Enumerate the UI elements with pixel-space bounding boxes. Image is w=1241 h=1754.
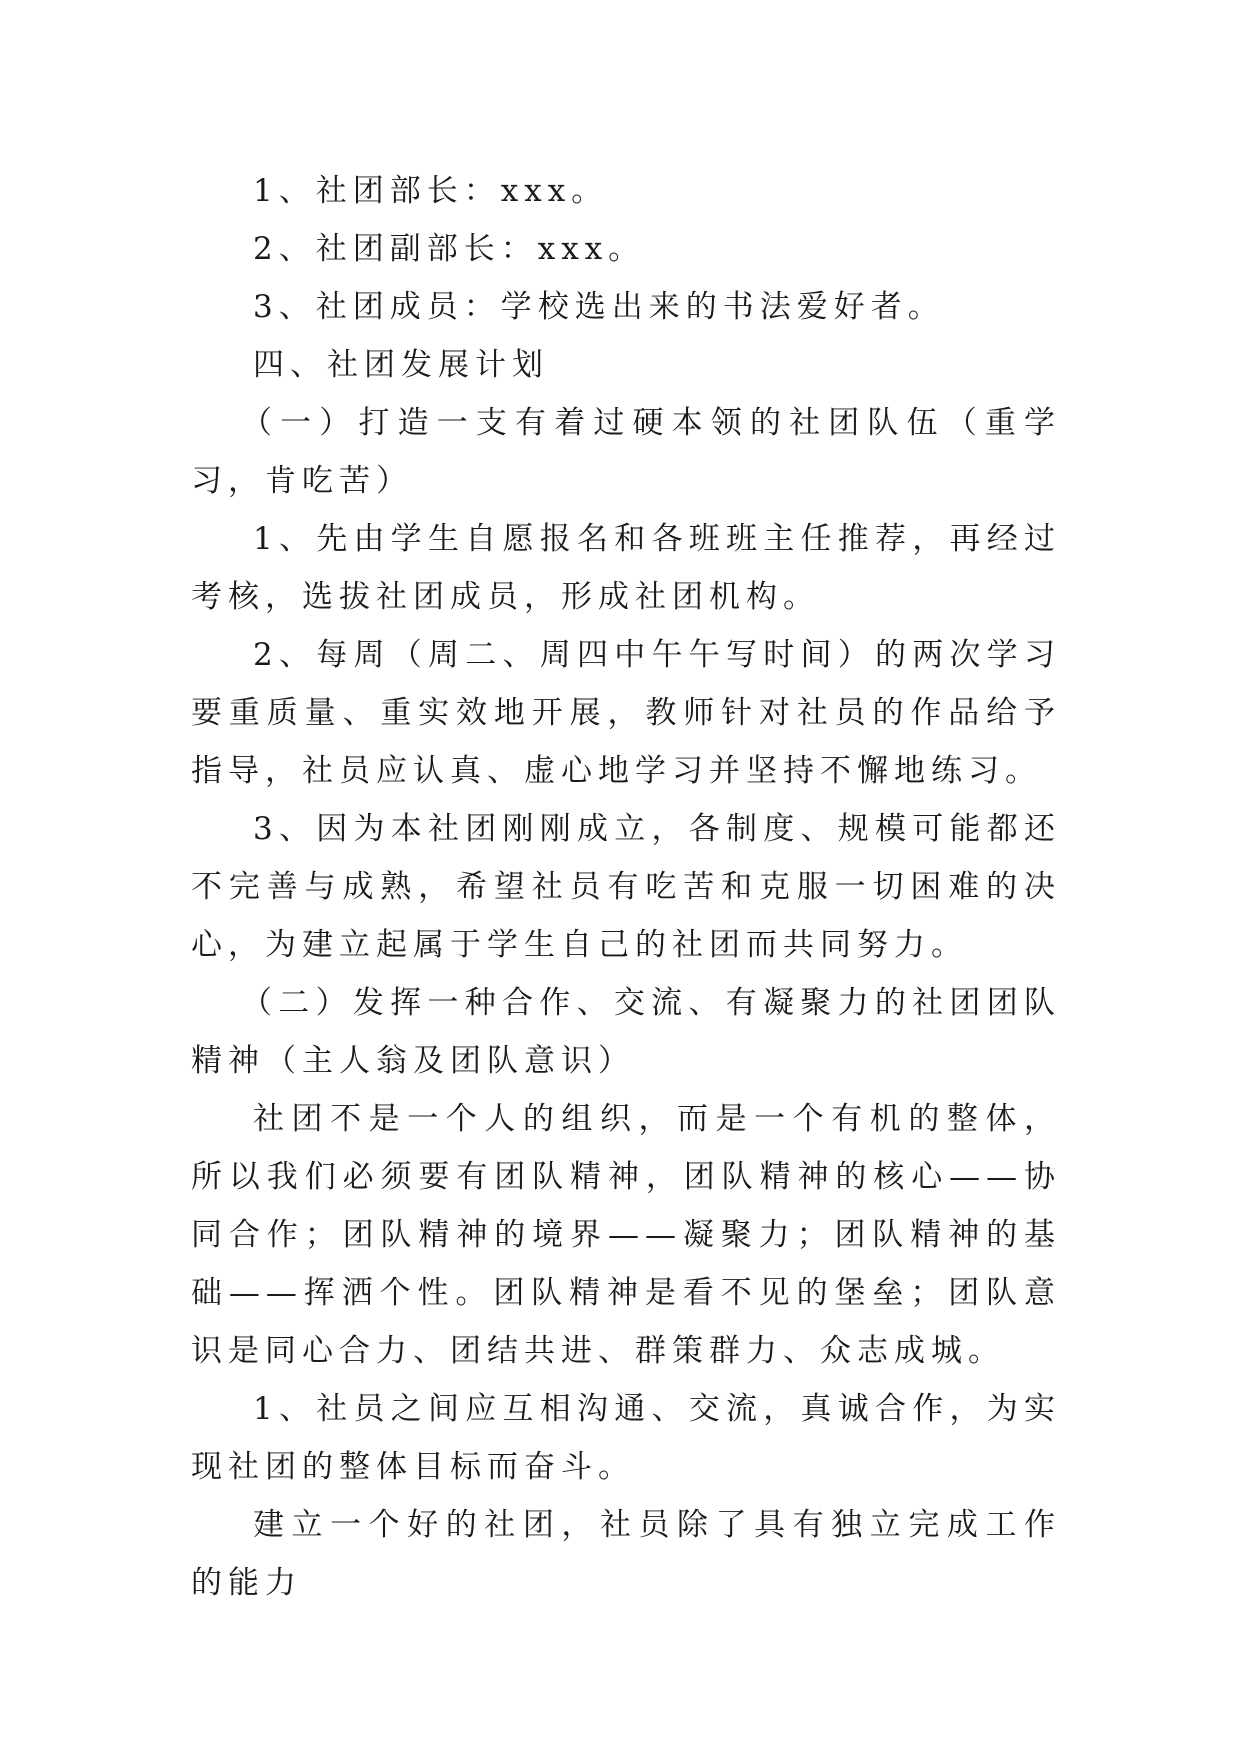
- paragraph-good-club: 建立一个好的社团，社员除了具有独立完成工作的能力: [191, 1507, 1061, 1601]
- paragraph-members: 3、社团成员：学校选出来的书法爱好者。: [253, 289, 945, 325]
- section-heading-development-plan: 四、社团发展计划: [253, 347, 549, 383]
- paragraph-communication: 1、社员之间应互相沟通、交流，真诚合作，为实现社团的整体目标而奋斗。: [191, 1391, 1061, 1485]
- paragraph-new-club: 3、因为本社团刚刚成立，各制度、规模可能都还不完善与成熟，希望社员有吃苦和克服一切困难的决心，为建立起属于学生自己的社团而共同努力。: [191, 811, 1061, 963]
- paragraph-weekly-study: 2、每周（周二、周四中午午写时间）的两次学习要重质量、重实效地开展，教师针对社员的作品给予指导，社员应认真、虚心地学习并坚持不懈地练习。: [191, 637, 1061, 789]
- paragraph-vice-president: 2、社团副部长：xxx。: [253, 231, 646, 267]
- paragraph-recruitment: 1、先由学生自愿报名和各班班主任推荐，再经过考核，选拔社团成员，形成社团机构。: [191, 521, 1061, 615]
- subheading-team-building: （一）打造一支有着过硬本领的社团队伍（重学习，肯吃苦）: [191, 405, 1061, 499]
- subheading-team-spirit: （二）发挥一种合作、交流、有凝聚力的社团团队精神（主人翁及团队意识）: [191, 985, 1061, 1079]
- document-body: [191, 162, 1061, 1612]
- paragraph-president: 1、社团部长：xxx。: [253, 173, 609, 209]
- paragraph-team-spirit: 社团不是一个人的组织，而是一个有机的整体，所以我们必须要有团队精神，团队精神的核心——协同合作；团队精神的境界——凝聚力；团队精神的基础——挥洒个性。团队精神是看不见的堡垒；团队意识是同心合力、团结共进、群策群力、众志成城。: [191, 1101, 1061, 1369]
